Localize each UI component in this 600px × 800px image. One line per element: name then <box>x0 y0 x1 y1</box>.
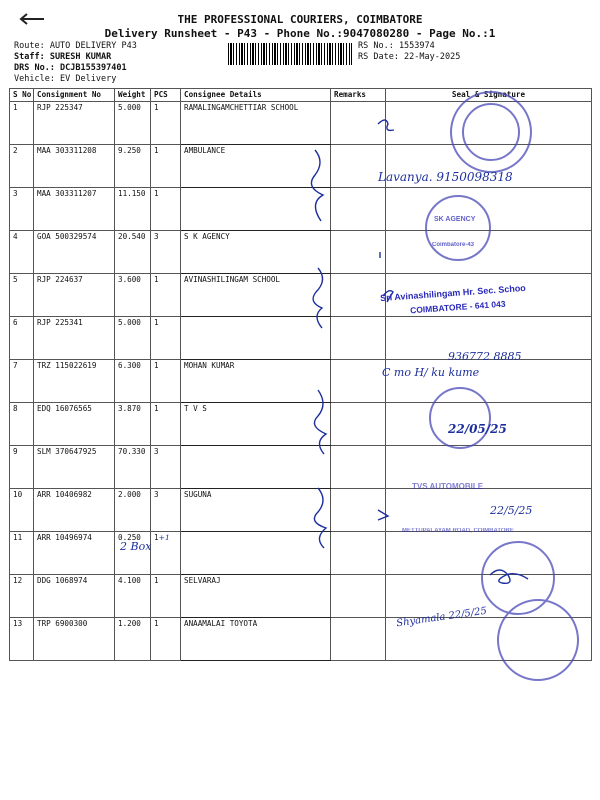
rs-number: RS No.: 1553974 <box>358 41 435 51</box>
runsheet-title: Delivery Runsheet - P43 - Phone No.:9047080280 - Page No.:1 <box>104 27 496 40</box>
cell-cno: MAA 303311207 <box>34 188 115 231</box>
cell-sno: 7 <box>10 360 34 403</box>
cell-pcs: 3 <box>151 489 181 532</box>
cell-consignee: SUGUNA <box>181 489 331 532</box>
cell-pcs: 1 <box>151 145 181 188</box>
row11-box-note: 2 Box <box>120 540 152 553</box>
cell-consignee: RAMALINGAMCHETTIAR SCHOOL <box>181 102 331 145</box>
cell-consignee: AVINASHILINGAM SCHOOL <box>181 274 331 317</box>
cell-consignee: SELVARAJ <box>181 575 331 618</box>
cell-pcs: 1 <box>151 360 181 403</box>
cell-sno: 13 <box>10 618 34 661</box>
cell-pcs: 3 <box>151 446 181 489</box>
cell-cno: ARR 10406982 <box>34 489 115 532</box>
cell-cno: GOA 500329574 <box>34 231 115 274</box>
cell-weight: 5.000 <box>115 317 151 360</box>
avinashi-stamp-line2: COIMBATORE - 641 043 <box>409 298 506 316</box>
cell-pcs: 1 <box>151 403 181 446</box>
staff-label: Staff: SURESH KUMAR <box>14 52 112 62</box>
cell-consignee: T V S <box>181 403 331 446</box>
cell-pcs: 1 <box>151 317 181 360</box>
cell-consignee: AMBULANCE <box>181 145 331 188</box>
cell-sno: 11 <box>10 532 34 575</box>
cell-cno: EDQ 16076565 <box>34 403 115 446</box>
col-seal: Seal & Signature <box>386 89 592 102</box>
row11-date: 22/5/25 <box>490 504 533 517</box>
cell-sno: 2 <box>10 145 34 188</box>
cell-consignee: S K AGENCY <box>181 231 331 274</box>
cell-cno: TRZ 115022619 <box>34 360 115 403</box>
cell-weight: 3.870 <box>115 403 151 446</box>
bracket-mark <box>311 150 323 221</box>
cell-sno: 6 <box>10 317 34 360</box>
cell-sno: 4 <box>10 231 34 274</box>
rs-date: RS Date: 22-May-2025 <box>358 52 461 62</box>
company-name: THE PROFESSIONAL COURIERS, COIMBATORE <box>177 13 423 26</box>
cell-cno: MAA 303311208 <box>34 145 115 188</box>
cell-pcs: 1 <box>151 274 181 317</box>
bracket-mark <box>314 390 326 454</box>
toyota-seal-2 <box>498 600 578 680</box>
row13-signature: Shyamala 22/5/25 <box>395 605 488 630</box>
cell-weight: 11.150 <box>115 188 151 231</box>
cell-pcs: 1 <box>151 102 181 145</box>
tvs-stamp-sub: METTUPALAYAM ROAD, COIMBATORE <box>402 528 514 534</box>
cell-cno: RJP 224637 <box>34 274 115 317</box>
cell-sno: 10 <box>10 489 34 532</box>
avinashi-stamp-line1: Sri Avinashilingam Hr. Sec. Schoo <box>379 282 527 304</box>
cell-pcs: 1 <box>151 188 181 231</box>
cell-sno: 1 <box>10 102 34 145</box>
cell-cno: TRP 6900300 <box>34 618 115 661</box>
row7-signature: C mo H/ ku kume <box>382 366 480 379</box>
col-consignee: Consignee Details <box>181 89 331 102</box>
cell-cno: SLM 370647925 <box>34 446 115 489</box>
col-remarks: Remarks <box>331 89 386 102</box>
cell-weight: 20.540 <box>115 231 151 274</box>
pcs-value: 1 <box>154 533 159 542</box>
row7-phone: 936772 8885 <box>448 350 522 363</box>
agency-stamp-name: SK AGENCY <box>434 216 476 223</box>
signature-scribble <box>490 570 528 583</box>
col-consignment: Consignment No <box>34 89 115 102</box>
cell-sno: 8 <box>10 403 34 446</box>
cell-weight: 1.200 <box>115 618 151 661</box>
tvs-seal <box>430 388 490 448</box>
row2-signature: Lavanya. 9150098318 <box>378 170 513 184</box>
cell-weight: 0.250 <box>115 532 151 575</box>
col-weight: Weight <box>115 89 151 102</box>
bracket-mark <box>314 488 326 548</box>
cell-cno: DDG 1068974 <box>34 575 115 618</box>
tick-mark <box>378 120 394 130</box>
cell-cno: ARR 10496974 <box>34 532 115 575</box>
route-label: Route: AUTO DELIVERY P43 <box>14 41 137 51</box>
bracket-mark <box>313 268 322 328</box>
cell-weight: 6.300 <box>115 360 151 403</box>
cell-sno: 9 <box>10 446 34 489</box>
row11-arrow <box>378 510 388 520</box>
cell-pcs: 1 <box>151 618 181 661</box>
col-pcs: PCS <box>151 89 181 102</box>
drs-label: DRS No.: DCJB155397401 <box>14 63 127 73</box>
cell-weight: 2.000 <box>115 489 151 532</box>
cell-weight: 9.250 <box>115 145 151 188</box>
pcs-handwritten-note: +1 <box>158 533 170 542</box>
vehicle-label: Vehicle: EV Delivery <box>14 74 117 84</box>
cell-sno: 3 <box>10 188 34 231</box>
cell-weight: 70.330 <box>115 446 151 489</box>
col-sno: S No <box>10 89 34 102</box>
cell-pcs: 1 <box>151 575 181 618</box>
cell-consignee: MOHAN KUMAR <box>181 360 331 403</box>
agency-seal <box>426 196 490 260</box>
cell-sno: 12 <box>10 575 34 618</box>
cell-weight: 3.600 <box>115 274 151 317</box>
cell-consignee: ANAAMALAI TOYOTA <box>181 618 331 661</box>
row9-date: 22/05/25 <box>448 422 507 436</box>
cell-cno: RJP 225347 <box>34 102 115 145</box>
cell-weight: 4.100 <box>115 575 151 618</box>
cell-cno: RJP 225341 <box>34 317 115 360</box>
cell-sno: 5 <box>10 274 34 317</box>
toyota-seal <box>482 542 554 614</box>
cell-pcs: 3 <box>151 231 181 274</box>
cell-weight: 5.000 <box>115 102 151 145</box>
tvs-stamp-line: TVS AUTOMOBILE <box>412 482 484 491</box>
agency-stamp-city: Coimbatore-43 <box>432 242 475 248</box>
